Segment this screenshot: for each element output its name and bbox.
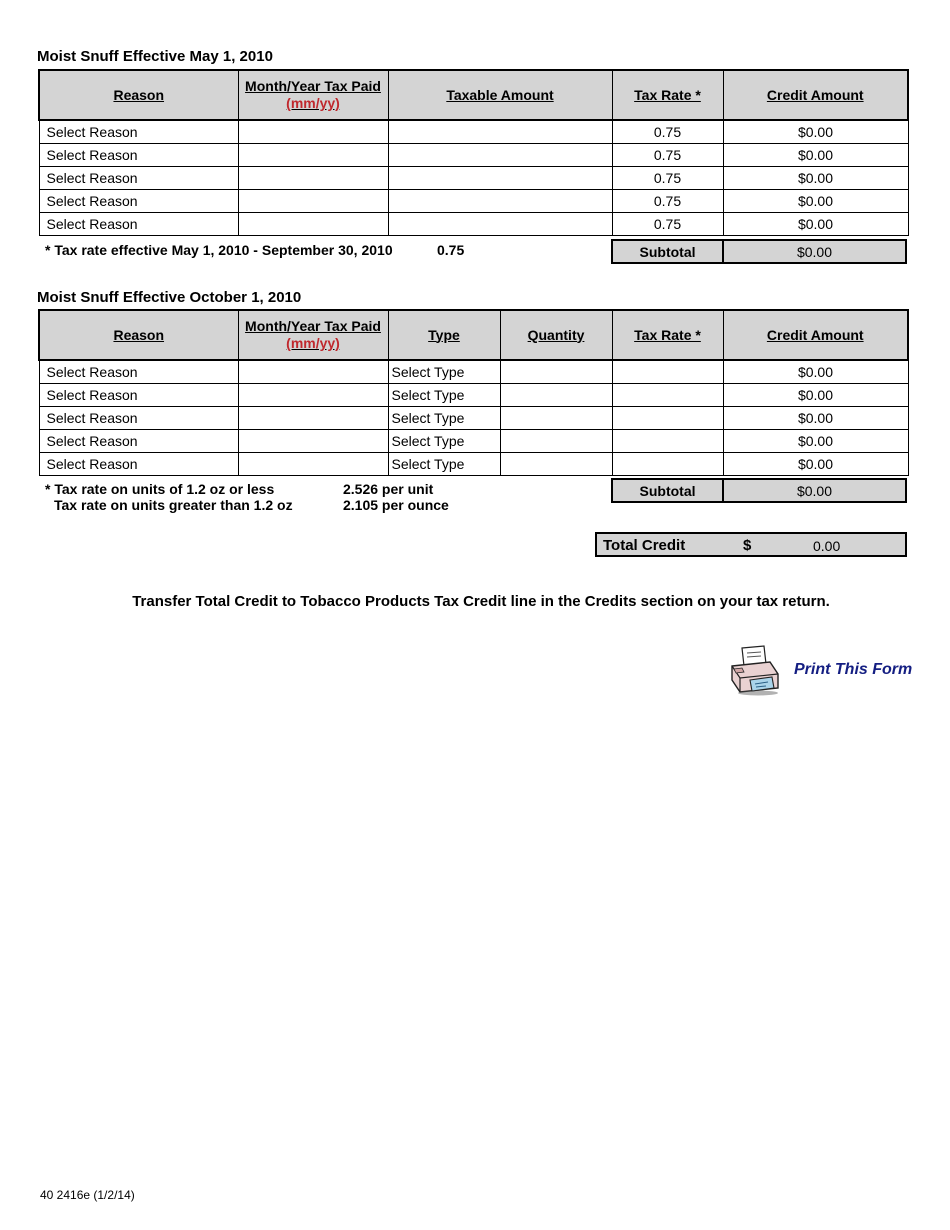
reason-select[interactable]: Select Reason (39, 190, 238, 213)
type-select[interactable]: Select Type (388, 407, 500, 430)
section2-table (38, 309, 909, 476)
table-row (39, 430, 908, 453)
section2-title: Moist Snuff Effective October 1, 2010 (37, 289, 302, 306)
section2-rate-note-2: Tax rate on units greater than 1.2 oz (54, 497, 293, 513)
total-credit-currency: $ (743, 537, 752, 554)
section2-rate-note-1: * Tax rate on units of 1.2 oz or less (45, 481, 275, 497)
taxable-amount-input[interactable] (388, 167, 612, 190)
reason-select[interactable]: Select Reason (39, 360, 238, 384)
credit-amount-value: $0.00 (723, 120, 908, 144)
table-row (39, 120, 908, 144)
month-year-input[interactable] (238, 190, 388, 213)
month-year-input[interactable] (238, 430, 388, 453)
month-year-input[interactable] (238, 213, 388, 236)
tax-rate-value (612, 430, 723, 453)
credit-amount-value: $0.00 (723, 453, 908, 476)
tax-rate-value: 0.75 (612, 213, 723, 236)
reason-select[interactable]: Select Reason (39, 453, 238, 476)
header-month-year-format: (mm/yy) (286, 95, 340, 111)
taxable-amount-input[interactable] (388, 190, 612, 213)
taxable-amount-input[interactable] (388, 144, 612, 167)
reason-select[interactable]: Select Reason (39, 120, 238, 144)
reason-select[interactable]: Select Reason (39, 407, 238, 430)
credit-amount-value: $0.00 (723, 360, 908, 384)
section2-subtotal-label: Subtotal (611, 478, 724, 503)
header-month-year (238, 310, 388, 360)
credit-amount-value: $0.00 (723, 430, 908, 453)
month-year-input[interactable] (238, 360, 388, 384)
header-month-year-label: Month/Year Tax Paid (245, 78, 381, 94)
transfer-instruction: Transfer Total Credit to Tobacco Products Tax Credit line in the Credits section on your tax return. (132, 593, 830, 610)
quantity-input[interactable] (500, 407, 612, 430)
header-type: Type (388, 310, 500, 360)
taxable-amount-input[interactable] (388, 120, 612, 144)
total-credit-label: Total Credit (603, 537, 686, 554)
header-tax-rate: Tax Rate * (612, 70, 723, 120)
reason-select[interactable]: Select Reason (39, 430, 238, 453)
month-year-input[interactable] (238, 167, 388, 190)
section1-title: Moist Snuff Effective May 1, 2010 (37, 48, 273, 65)
section1-table (38, 69, 909, 236)
table-row (39, 360, 908, 384)
credit-amount-value: $0.00 (723, 190, 908, 213)
print-form-label: Print This Form (794, 661, 913, 678)
reason-select[interactable]: Select Reason (39, 384, 238, 407)
tax-rate-value: 0.75 (612, 120, 723, 144)
month-year-input[interactable] (238, 453, 388, 476)
header-credit-amount: Credit Amount (723, 310, 908, 360)
table-row (39, 213, 908, 236)
section2-rate-note-2-value: 2.105 per ounce (343, 497, 449, 513)
tax-rate-value: 0.75 (612, 144, 723, 167)
header-taxable-amount: Taxable Amount (388, 70, 612, 120)
tax-rate-value (612, 360, 723, 384)
quantity-input[interactable] (500, 430, 612, 453)
tax-rate-value (612, 407, 723, 430)
header-month-year-format: (mm/yy) (286, 335, 340, 351)
header-reason: Reason (39, 310, 238, 360)
section2-subtotal-value: $0.00 (722, 478, 907, 503)
table-row (39, 144, 908, 167)
form-id: 40 2416e (1/2/14) (40, 1188, 135, 1202)
table-row (39, 384, 908, 407)
section1-rate-note-value: 0.75 (437, 242, 465, 258)
total-credit-box (595, 532, 907, 557)
reason-select[interactable]: Select Reason (39, 144, 238, 167)
month-year-input[interactable] (238, 384, 388, 407)
tax-rate-value (612, 453, 723, 476)
type-select[interactable]: Select Type (388, 360, 500, 384)
credit-amount-value: $0.00 (723, 144, 908, 167)
header-tax-rate: Tax Rate * (612, 310, 723, 360)
header-credit-amount: Credit Amount (723, 70, 908, 120)
credit-amount-value: $0.00 (723, 384, 908, 407)
table-row (39, 453, 908, 476)
tax-rate-value: 0.75 (612, 167, 723, 190)
credit-amount-value: $0.00 (723, 167, 908, 190)
quantity-input[interactable] (500, 384, 612, 407)
type-select[interactable]: Select Type (388, 430, 500, 453)
section1-subtotal-label: Subtotal (611, 239, 724, 264)
printer-icon (728, 644, 782, 696)
print-form-button[interactable] (728, 644, 913, 696)
month-year-input[interactable] (238, 144, 388, 167)
quantity-input[interactable] (500, 360, 612, 384)
type-select[interactable]: Select Type (388, 384, 500, 407)
total-credit-value: 0.00 (813, 538, 841, 554)
credit-amount-value: $0.00 (723, 407, 908, 430)
header-month-year-label: Month/Year Tax Paid (245, 318, 381, 334)
reason-select[interactable]: Select Reason (39, 167, 238, 190)
credit-amount-value: $0.00 (723, 213, 908, 236)
reason-select[interactable]: Select Reason (39, 213, 238, 236)
month-year-input[interactable] (238, 120, 388, 144)
tax-rate-value: 0.75 (612, 190, 723, 213)
section2-rate-note-1-value: 2.526 per unit (343, 481, 434, 497)
header-quantity: Quantity (500, 310, 612, 360)
taxable-amount-input[interactable] (388, 213, 612, 236)
header-reason: Reason (39, 70, 238, 120)
header-month-year (238, 70, 388, 120)
section1-subtotal-value: $0.00 (722, 239, 907, 264)
table-row (39, 407, 908, 430)
table-row (39, 190, 908, 213)
month-year-input[interactable] (238, 407, 388, 430)
table-row (39, 167, 908, 190)
type-select[interactable]: Select Type (388, 453, 500, 476)
quantity-input[interactable] (500, 453, 612, 476)
section1-rate-note: * Tax rate effective May 1, 2010 - September 30, 2010 (45, 242, 393, 258)
tax-rate-value (612, 384, 723, 407)
